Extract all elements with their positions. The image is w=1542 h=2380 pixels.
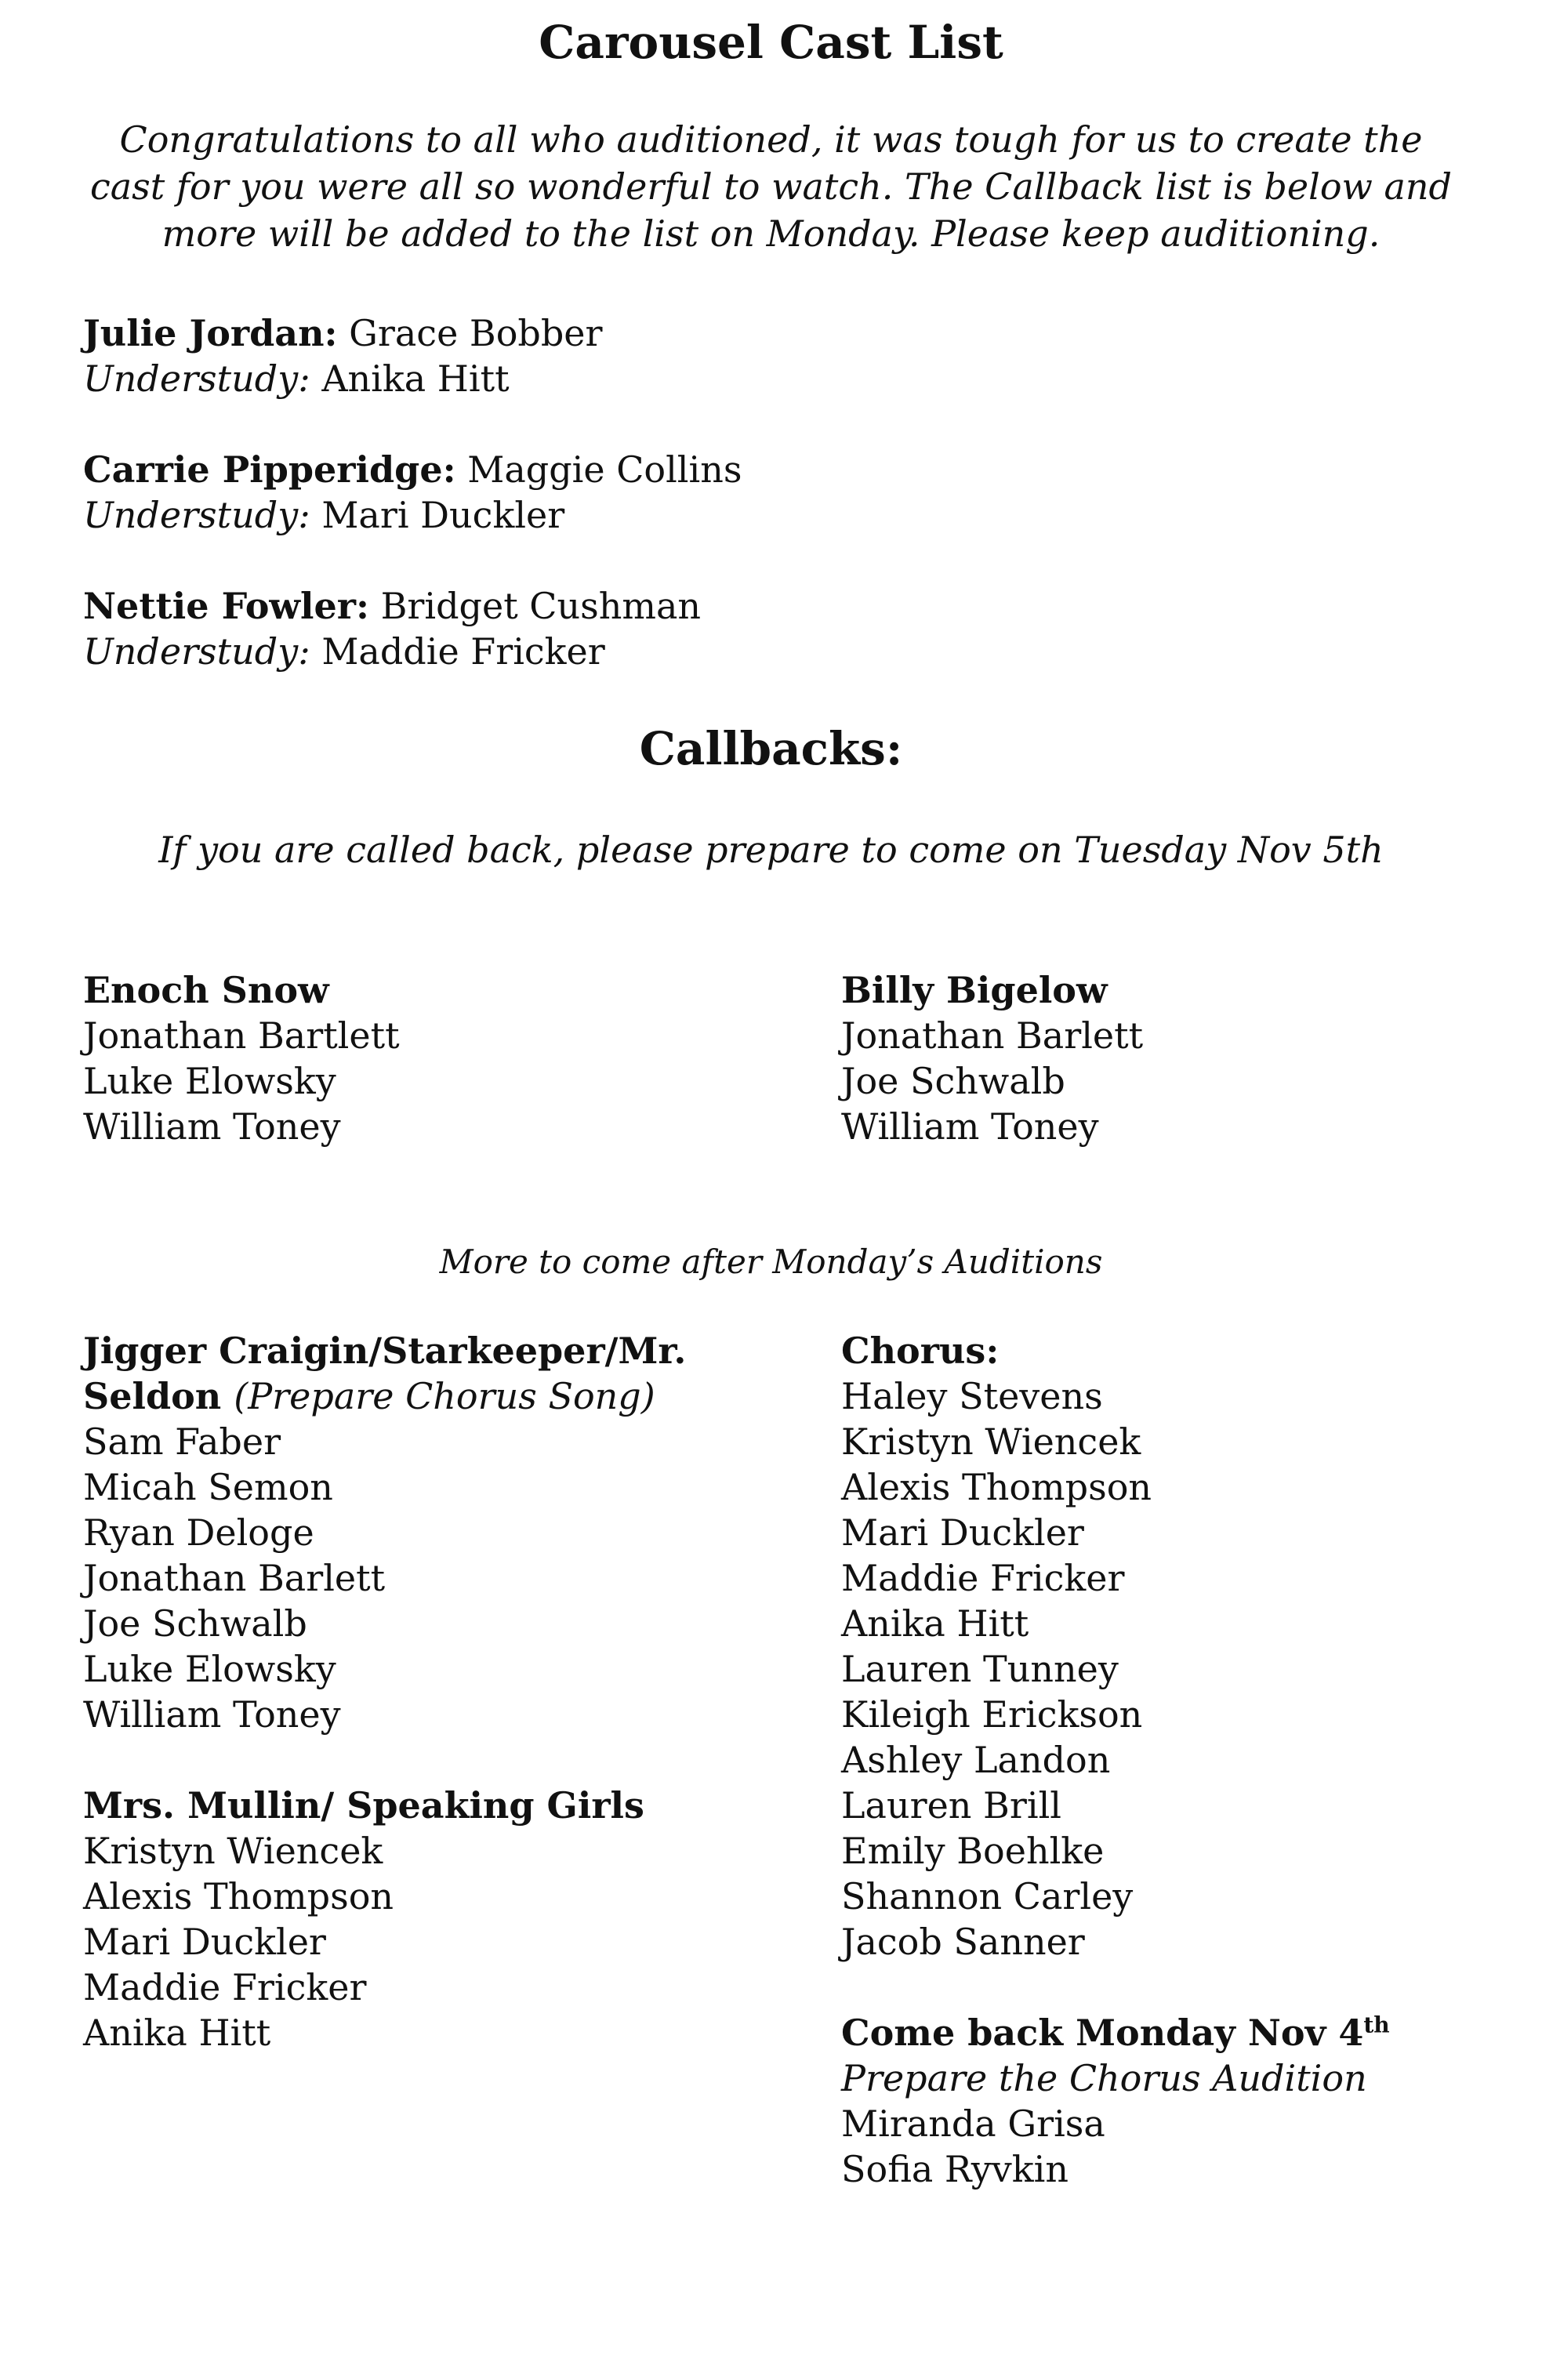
list-item: Luke Elowsky — [83, 1060, 336, 1102]
list-item: Alexis Thompson — [841, 1466, 1152, 1508]
list-item: Jonathan Barlett — [841, 1014, 1144, 1057]
callbacks-subtitle: If you are called back, please prepare to come on Tuesday Nov 5th — [158, 829, 1384, 871]
list-item: Lauren Brill — [841, 1784, 1061, 1827]
list-item: Kristyn Wiencek — [841, 1420, 1141, 1463]
role-actor: Maggie Collins — [467, 448, 742, 491]
understudy-line — [83, 356, 603, 401]
understudy-name: Mari Duckler — [321, 494, 565, 536]
understudy-name: Maddie Fricker — [321, 630, 605, 673]
page-title: Carousel Cast List — [539, 16, 1003, 69]
callback-group-chorus — [841, 1328, 1484, 1965]
group-heading-text: Come back Monday Nov 4 — [841, 2012, 1364, 2054]
list-item: Joe Schwalb — [83, 1602, 307, 1645]
list-item: William Toney — [83, 1105, 341, 1148]
list-item: Jacob Sanner — [841, 1921, 1085, 1963]
list-item: Miranda Grisa — [841, 2102, 1105, 2145]
group-heading — [841, 2010, 1484, 2055]
list-item: Lauren Tunney — [841, 1648, 1119, 1690]
group-heading-line2: Seldon — [83, 1375, 222, 1417]
list-item: Micah Semon — [83, 1466, 333, 1508]
list-item: Luke Elowsky — [83, 1648, 336, 1690]
list-item: Maddie Fricker — [841, 1557, 1125, 1599]
list-item: William Toney — [83, 1693, 341, 1736]
list-item: William Toney — [841, 1105, 1099, 1148]
group-heading: Enoch Snow — [83, 969, 329, 1011]
group-subheading: Prepare the Chorus Audition — [841, 2057, 1367, 2099]
role-nettie-fowler — [83, 583, 701, 674]
list-item: Sam Faber — [83, 1420, 281, 1463]
role-julie-jordan — [83, 310, 603, 401]
list-item: Joe Schwalb — [841, 1060, 1065, 1102]
list-item: Haley Stevens — [841, 1375, 1103, 1417]
role-actor: Bridget Cushman — [380, 585, 702, 627]
list-item: Ashley Landon — [841, 1739, 1111, 1781]
group-heading: Mrs. Mullin/ Speaking Girls — [83, 1784, 644, 1827]
role-line — [83, 447, 742, 492]
role-actor: Grace Bobber — [349, 312, 603, 354]
callbacks-title: Callbacks: — [639, 722, 903, 775]
list-item: Maddie Fricker — [83, 1966, 367, 2008]
list-item: Anika Hitt — [83, 2012, 271, 2054]
role-name: Nettie Fowler: — [83, 585, 369, 627]
list-item: Mari Duckler — [841, 1511, 1084, 1554]
more-to-come-note: More to come after Monday’s Auditions — [439, 1243, 1103, 1281]
understudy-line — [83, 492, 742, 538]
group-heading: Billy Bigelow — [841, 969, 1108, 1011]
list-item: Mari Duckler — [83, 1921, 326, 1963]
list-item: Jonathan Barlett — [83, 1557, 386, 1599]
role-line — [83, 583, 701, 629]
list-item: Emily Boehlke — [841, 1830, 1105, 1872]
heading-superscript: th — [1363, 2012, 1390, 2038]
role-name: Julie Jordan: — [83, 312, 338, 354]
group-note: (Prepare Chorus Song) — [234, 1375, 655, 1417]
list-item: Jonathan Bartlett — [83, 1014, 400, 1057]
understudy-label: Understudy: — [83, 630, 310, 673]
callback-group-billy-bigelow — [841, 967, 1484, 1149]
list-item: Anika Hitt — [841, 1602, 1029, 1645]
group-heading — [83, 1328, 726, 1419]
group-heading-line1: Jigger Craigin/Starkeeper/Mr. — [83, 1330, 687, 1372]
role-carrie-pipperidge — [83, 447, 742, 538]
callback-group-mrs-mullin — [83, 1783, 726, 2055]
group-heading: Chorus: — [841, 1330, 1000, 1372]
understudy-name: Anika Hitt — [321, 357, 510, 400]
callback-group-enoch-snow — [83, 967, 726, 1149]
callback-group-jigger — [83, 1328, 726, 1737]
understudy-label: Understudy: — [83, 494, 310, 536]
list-item: Sofia Ryvkin — [841, 2148, 1069, 2190]
list-item: Ryan Deloge — [83, 1511, 314, 1554]
understudy-label: Understudy: — [83, 357, 310, 400]
list-item: Shannon Carley — [841, 1875, 1134, 1917]
list-item: Alexis Thompson — [83, 1875, 394, 1917]
understudy-line — [83, 629, 701, 674]
role-line — [83, 310, 603, 356]
callback-group-monday — [841, 2010, 1484, 2192]
list-item: Kileigh Erickson — [841, 1693, 1143, 1736]
intro-paragraph: Congratulations to all who auditioned, it was tough for us to create the cast for you were all so wonderful to watch. The Callback list is below and more will be added to the list on Monday. Please keep auditioning. — [89, 118, 1453, 255]
list-item: Kristyn Wiencek — [83, 1830, 383, 1872]
role-name: Carrie Pipperidge: — [83, 448, 456, 491]
